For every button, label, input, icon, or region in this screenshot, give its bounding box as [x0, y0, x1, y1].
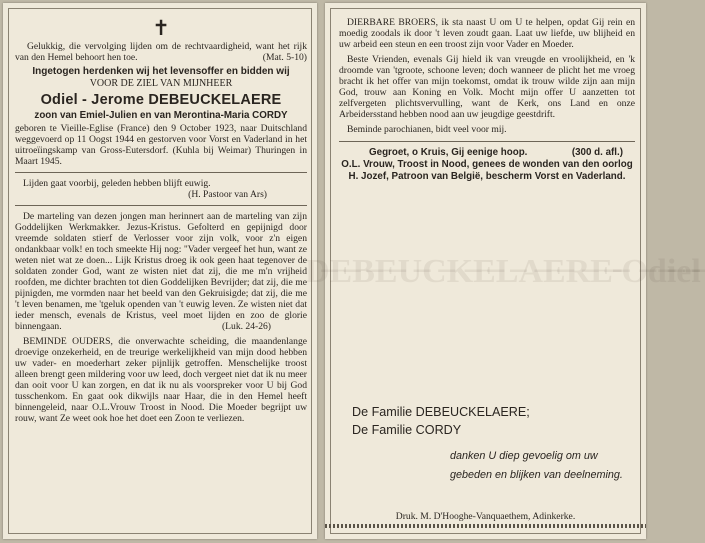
divider — [15, 205, 307, 206]
divider — [339, 141, 635, 142]
prayer-cross — [339, 147, 635, 158]
parents-heading: BEMINDE OUDERS, — [23, 336, 113, 347]
intro-line-1: Ingetogen herdenken wij het levensoffer en bidden wij — [32, 66, 290, 77]
left-card — [3, 3, 317, 539]
show-through-print: D̶E̶B̶E̶U̶C̶K̶E̶L̶A̶E̶R̶E̶ ̶O̶d̶i̶e̶l̶ — [305, 253, 701, 290]
parents-line: zoon van Emiel-Julien en van Merontina-Maria CORDY — [34, 110, 288, 121]
intro-line-2: VOOR DE ZIEL VAN MIJNHEER — [89, 78, 233, 89]
family-line-1: De Familie DEBEUCKELAERE; — [352, 405, 530, 419]
paragraph-parents — [15, 336, 307, 424]
paragraph-friends: Beste Vrienden, evenals Gij hield ik van vreugde en vroolijkheid, en 'k droomde van 'tgroote, schoone leven; doch wanneer de plicht het me vroeg bracht ik het offer van mijn toekomst, omdat ik trouw wilde zijn aan mijn God, trouw aan Koning en Volk. Mocht mijn offer U aanzetten tot zelfvergeten plichtsvervulling, want de Kerk, ons Land en onze Arbeidersstand hebben nood aan uw jeugdige geestdrift. — [339, 54, 635, 120]
parents-text: die onverwachte scheiding, die maandenlange droevige onzekerheid, en de treurige werkelijkheid van mijn dood hebben uw vader- en moederhart zeker pijnlijk getroffen. Menschelijke troost alleen brengt geen mildering voor uw leed, doch vergeet niet dat ik nu meer dan ooit voor U kan zorgen, en dat ik nu als voorspreker voor U bij God tusschenkom. En gaat ook dikwijls naar Haar, die in den Hemel heeft binnengeleid, naar O.L.Vrouw Troost in Nood. Die Moeder begrijpt uw rouw, want Ze weet ook hoe het doet een Zoon te verliezen. — [15, 336, 307, 424]
prayer-mary: O.L. Vrouw, Troost in Nood, genees de wonden van den oorlog — [341, 159, 633, 170]
cross-icon: ✝ — [152, 16, 170, 40]
dotted-rule — [325, 524, 646, 528]
quote-text: Lijden gaat voorbij, geleden hebben blijft euwig. — [23, 178, 211, 189]
prayer-joseph: H. Jozef, Patroon van België, bescherm Vorst en Vaderland. — [348, 171, 626, 182]
paragraph-martyrdom: De marteling van dezen jongen man herinnert aan de marteling van zijn Goddelijken Werkmakker. Jezus-Kristus. Gefolterd en gepijnigd door vreemde soldaten stierf de Verlosser voor zijn volk, voor z'n eigen ondankbaar volk! en toch smeekte Hij nog: "Vader vergeef het hun, want ze weten niet wat ze doen... Lijk Kristus droeg ik ook geen haat tegenover de soldaten zonder God, want ze wisten niet dat zij, die me m'n vrijheid roofden, me dichter brachten tot dien Goddelijken Bevrijder; dat zij, die me pijnigden, me vormden naar het beeld van den Gekruisigde; dat zij, die me 't leven benamen, me 'tgeluk openden van 't euwig leven. Ze wisten niet dat ieder mensch, evenals de Kristus, veel moet lijden en zoo de glorie binnengaan. — [15, 211, 307, 332]
right-card — [305, 3, 701, 539]
prayer-cross-text: Gegroet, o Kruis, Gij eenige hoop. — [369, 147, 528, 158]
quote-author: (H. Pastoor van Ars) — [188, 189, 267, 200]
epigraph-text: Gelukkig, die vervolging lijden om de rechtvaardigheid, want het rijk van den Hemel behoort hen toe. — [15, 41, 307, 63]
thanks-line-2: gebeden en blijken van deelneming. — [450, 469, 623, 481]
bio-text: geboren te Vieille-Eglise (France) den 9 October 1923, naar Duitschland weggevoerd op 11 Oogst 1944 en gestorven voor Vorst en Vaderland in het uitroeïingskamp van Gross-Eutersdorf. (Kuhla bij Weimar) Thuringen in Maart 1945. — [15, 123, 307, 167]
epigraph — [15, 41, 307, 63]
brothers-heading: DIERBARE BROERS, — [347, 17, 439, 28]
divider — [15, 172, 307, 173]
martyrdom-ref: (Luk. 24-26) — [221, 321, 271, 332]
family-line-2: De Familie CORDY — [352, 423, 462, 437]
prayer-cross-indulgence: (300 d. afl.) — [571, 147, 623, 158]
printer-credit: Druk. M. D'Hooghe-Vanquaethem, Adinkerke. — [395, 511, 576, 522]
brothers-text: ik sta naast U om U te helpen, opdat Gij rein en moedig zoodals ik door 't leven zoudt gaan. Laat uw liefde, uw blijheid en uw arbeid een steun en een troost zijn voor Vader en Moeder. — [339, 17, 635, 50]
paragraph-parishioners: Beminde parochianen, bidt veel voor mij. — [347, 124, 507, 135]
deceased-name: Odiel - Jerome DEBEUCKELAERE — [40, 92, 282, 108]
paragraph-brothers — [339, 17, 635, 50]
epigraph-ref: (Mat. 5-10) — [262, 52, 307, 63]
thanks-line-1: danken U diep gevoelig om uw — [450, 450, 598, 462]
